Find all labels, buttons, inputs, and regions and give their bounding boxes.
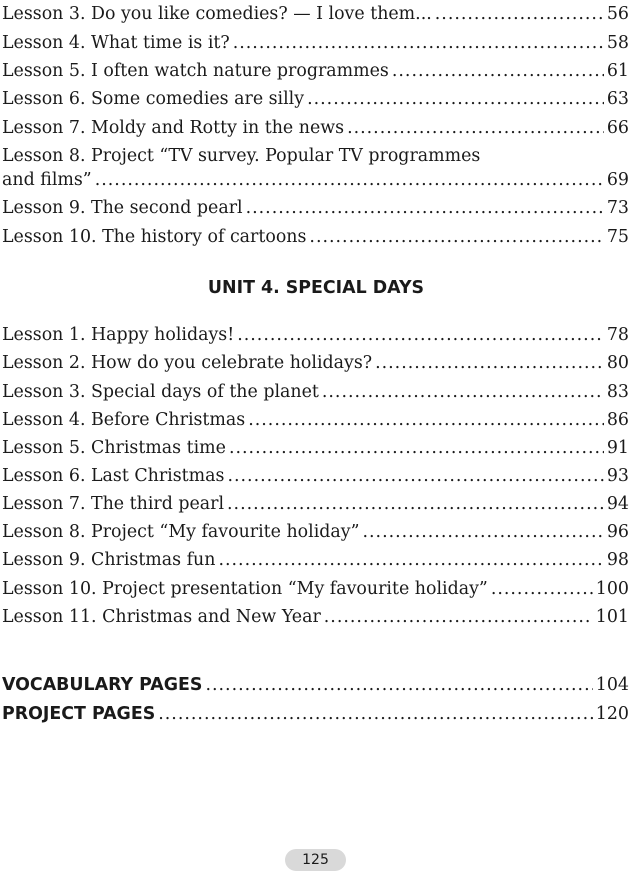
toc-entry-u4-lesson-4 <box>2 406 629 434</box>
toc-entry-page: 78 <box>606 325 629 345</box>
toc-entry-label: Lesson 9. Christmas fun <box>2 550 216 570</box>
toc-entry-label: Lesson 6. Some comedies are silly <box>2 89 305 109</box>
toc-entry-label: Lesson 7. Moldy and Rotty in the news <box>2 118 345 138</box>
toc-entry-u4-lesson-3 <box>2 378 629 406</box>
dot-leader <box>375 349 604 377</box>
dot-leader <box>435 0 604 28</box>
toc-entry-page: 73 <box>606 198 629 218</box>
toc-entry-label: Lesson 3. Special days of the planet <box>2 382 319 402</box>
toc-entry-page: 66 <box>606 118 629 138</box>
toc-entry-label: and films” <box>2 170 92 190</box>
toc-entry-page: 104 <box>595 675 629 695</box>
dot-leader <box>227 462 603 490</box>
toc-entry-vocabulary-pages <box>2 671 629 699</box>
dot-leader <box>491 575 593 603</box>
toc-entry-label: Lesson 4. Before Christmas <box>2 410 246 430</box>
toc-entry-page: 120 <box>595 704 629 724</box>
dot-leader <box>237 321 604 349</box>
toc-entry-label: Lesson 2. How do you celebrate holidays? <box>2 353 373 373</box>
toc-entry-u4-lesson-8 <box>2 518 629 546</box>
toc-entry-lesson-8 <box>2 166 629 194</box>
toc-entry-page: 80 <box>606 353 629 373</box>
dot-leader <box>324 603 593 631</box>
dot-leader <box>246 194 604 222</box>
dot-leader <box>322 378 604 406</box>
dot-leader <box>309 223 603 251</box>
toc-entry-label: Lesson 1. Happy holidays! <box>2 325 235 345</box>
dot-leader <box>347 114 604 142</box>
toc-entry-lesson-8-line1: Lesson 8. Project “TV survey. Popular TV programmes <box>2 146 481 166</box>
toc-entry-label: Lesson 6. Last Christmas <box>2 466 225 486</box>
toc-entry-lesson-10 <box>2 223 629 251</box>
dot-leader <box>218 546 603 574</box>
toc-entry-page: 69 <box>606 170 629 190</box>
toc-entry-u4-lesson-7 <box>2 490 629 518</box>
toc-entry-page: 93 <box>606 466 629 486</box>
toc-entry-page: 98 <box>606 550 629 570</box>
toc-entry-page: 56 <box>606 4 629 24</box>
unit-heading: UNIT 4. SPECIAL DAYS <box>207 278 425 298</box>
toc-entry-label: Lesson 7. The third pearl <box>2 494 225 514</box>
toc-entry-page: 58 <box>606 33 629 53</box>
toc-entry-page: 63 <box>606 89 629 109</box>
toc-entry-label: Lesson 3. Do you like comedies? — I love them... <box>2 4 432 24</box>
toc-entry-page: 100 <box>595 579 629 599</box>
toc-entry-label: Lesson 5. I often watch nature programmes <box>2 61 389 81</box>
toc-entry-u4-lesson-11 <box>2 603 629 631</box>
toc-entry-lesson-6 <box>2 85 629 113</box>
toc-entry-lesson-9 <box>2 194 629 222</box>
dot-leader <box>205 671 592 699</box>
toc-entry-page: 101 <box>595 607 629 627</box>
toc-entry-label: Lesson 8. Project “My favourite holiday” <box>2 522 360 542</box>
toc-entry-u4-lesson-10 <box>2 575 629 603</box>
toc-entry-label: Lesson 10. Project presentation “My favourite holiday” <box>2 579 488 599</box>
dot-leader <box>95 166 604 194</box>
dot-leader <box>158 700 593 728</box>
toc-entry-u4-lesson-5 <box>2 434 629 462</box>
toc-entry-label: Lesson 4. What time is it? <box>2 33 230 53</box>
toc-entry-page: 75 <box>606 227 629 247</box>
toc-entry-project-pages <box>2 700 629 728</box>
dot-leader <box>248 406 604 434</box>
toc-entry-u4-lesson-9 <box>2 546 629 574</box>
toc-entry-page: 61 <box>606 61 629 81</box>
dot-leader <box>307 85 604 113</box>
dot-leader <box>392 57 604 85</box>
dot-leader <box>233 29 604 57</box>
toc-entry-u4-lesson-6 <box>2 462 629 490</box>
toc-entry-label: Lesson 10. The history of cartoons <box>2 227 307 247</box>
toc-entry-label: VOCABULARY PAGES <box>2 675 203 695</box>
toc-entry-u4-lesson-1 <box>2 321 629 349</box>
toc-entry-page: 94 <box>606 494 629 514</box>
toc-entry-label: PROJECT PAGES <box>2 704 156 724</box>
dot-leader <box>229 434 604 462</box>
page-number: 125 <box>285 849 346 871</box>
toc-entry-label: Lesson 5. Christmas time <box>2 438 226 458</box>
toc-entry-u4-lesson-2 <box>2 349 629 377</box>
toc-entry-lesson-3 <box>2 0 629 28</box>
toc-entry-page: 96 <box>606 522 629 542</box>
dot-leader <box>362 518 603 546</box>
toc-entry-lesson-7 <box>2 114 629 142</box>
toc-entry-label: Lesson 11. Christmas and New Year <box>2 607 321 627</box>
toc-entry-lesson-4 <box>2 29 629 57</box>
toc-entry-label: Lesson 9. The second pearl <box>2 198 243 218</box>
toc-entry-page: 91 <box>606 438 629 458</box>
toc-entry-page: 83 <box>606 382 629 402</box>
toc-entry-page: 86 <box>606 410 629 430</box>
dot-leader <box>227 490 604 518</box>
toc-entry-lesson-5 <box>2 57 629 85</box>
